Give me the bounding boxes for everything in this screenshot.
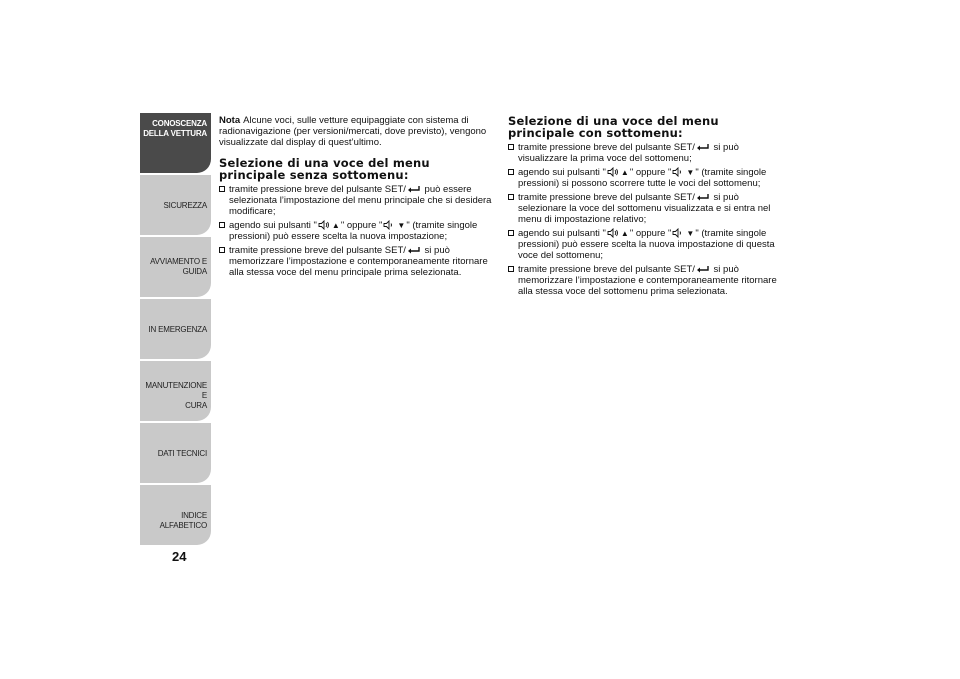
tab-indice-alfabetico[interactable] <box>140 485 211 545</box>
item-text: tramite pressione breve del pulsante SET/ <box>229 245 406 256</box>
tab-label: DELLA VETTURA <box>143 129 207 138</box>
list-item <box>508 264 788 297</box>
section-heading-senza-sottomenu: Selezione di una voce del menu principale senza sottomenu: <box>219 156 430 182</box>
tab-label: AVVIAMENTO E <box>150 257 207 266</box>
item-text: tramite pressione breve del pulsante SET/ <box>229 184 406 195</box>
tab-label: SICUREZZA <box>163 201 207 210</box>
item-text: " oppure " <box>629 228 672 239</box>
item-text: " (tramite singole pressioni) può essere scelta la nuova impostazione; <box>229 220 478 242</box>
tab-label: IN EMERGENZA <box>148 325 207 334</box>
tab-sicurezza[interactable] <box>140 175 211 235</box>
list-item <box>508 192 788 225</box>
return-arrow-icon <box>696 143 710 152</box>
checkbox-bullet-icon <box>219 186 225 192</box>
list-item <box>508 228 788 261</box>
checkbox-bullet-icon <box>508 230 514 236</box>
up-arrow-icon: ▲ <box>620 229 629 238</box>
tab-avviamento-e-guida[interactable] <box>140 237 211 297</box>
list-item <box>219 245 494 278</box>
checkbox-bullet-icon <box>508 169 514 175</box>
tab-label: DATI TECNICI <box>157 449 207 458</box>
tab-in-emergenza[interactable] <box>140 299 211 359</box>
section-heading-con-sottomenu: Selezione di una voce del menu principale con sottomenu: <box>508 114 719 140</box>
volume-up-icon <box>607 228 619 238</box>
item-text: tramite pressione breve del pulsante SET/ <box>518 264 695 275</box>
item-text: si può memorizzare l’impostazione e contemporaneamente ritornare alla stessa voce del sottomenu prima selezionata. <box>518 264 777 297</box>
item-text: " oppure " <box>340 220 383 231</box>
item-text: può essere selezionata l’impostazione del menu principale che si desidera modificare; <box>229 184 492 217</box>
tab-label: MANUTENZIONE E <box>145 381 207 400</box>
list-item <box>508 167 788 189</box>
item-text: tramite pressione breve del pulsante SET/ <box>518 192 695 203</box>
note-text: Alcune voci, sulle vetture equipaggiate con sistema di radionavigazione (per versioni/mercati, dove previsto), vengono visualizzate dal display di quest’ultimo. <box>219 115 487 148</box>
item-text: si può selezionare la voce del sottomenu visualizzata e si entra nel menu di impostazione relativo; <box>518 192 771 225</box>
tab-dati-tecnici[interactable] <box>140 423 211 483</box>
return-arrow-icon <box>407 185 421 194</box>
down-arrow-icon: ▼ <box>397 221 406 230</box>
checkbox-bullet-icon <box>508 194 514 200</box>
checkbox-bullet-icon <box>508 144 514 150</box>
tab-label: CONOSCENZA <box>152 119 207 128</box>
item-text: agendo sui pulsanti " <box>518 228 606 239</box>
list-item <box>219 220 494 242</box>
checkbox-bullet-icon <box>219 247 225 253</box>
item-text: " (tramite singole pressioni) può essere scelta la nuova impostazione di questa voce del sottomenu; <box>518 228 775 261</box>
return-arrow-icon <box>696 265 710 274</box>
down-arrow-icon: ▼ <box>686 229 695 238</box>
list-item <box>219 184 494 217</box>
note-paragraph <box>219 115 494 148</box>
volume-up-icon <box>318 220 330 230</box>
item-text: tramite pressione breve del pulsante SET/ <box>518 142 695 153</box>
tab-label: GUIDA <box>182 267 207 276</box>
item-text: " oppure " <box>629 167 672 178</box>
up-arrow-icon: ▲ <box>620 168 629 177</box>
volume-up-icon <box>607 167 619 177</box>
list-item <box>508 142 788 164</box>
tab-label: CURA <box>185 401 207 410</box>
return-arrow-icon <box>407 246 421 255</box>
volume-down-icon <box>672 228 684 238</box>
left-column <box>219 115 494 281</box>
tab-manutenzione-e-cura[interactable] <box>140 361 211 421</box>
item-text: agendo sui pulsanti " <box>518 167 606 178</box>
up-arrow-icon: ▲ <box>331 221 340 230</box>
page-number: 24 <box>172 549 187 564</box>
item-text: si può memorizzare l’impostazione e contemporaneamente ritornare alla stessa voce del menu principale prima selezionata. <box>229 245 488 278</box>
right-column <box>508 115 788 300</box>
return-arrow-icon <box>696 193 710 202</box>
note-label: Nota <box>219 115 241 126</box>
item-text: si può visualizzare la prima voce del sottomenu; <box>518 142 739 164</box>
volume-down-icon <box>383 220 395 230</box>
item-text: " (tramite singole pressioni) si possono scorrere tutte le voci del sottomenu; <box>518 167 767 189</box>
volume-down-icon <box>672 167 684 177</box>
checkbox-bullet-icon <box>219 222 225 228</box>
checkbox-bullet-icon <box>508 266 514 272</box>
tab-conoscenza-della-vettura[interactable] <box>140 113 211 173</box>
tab-label: INDICE ALFABETICO <box>159 511 207 530</box>
down-arrow-icon: ▼ <box>686 168 695 177</box>
item-text: agendo sui pulsanti " <box>229 220 317 231</box>
